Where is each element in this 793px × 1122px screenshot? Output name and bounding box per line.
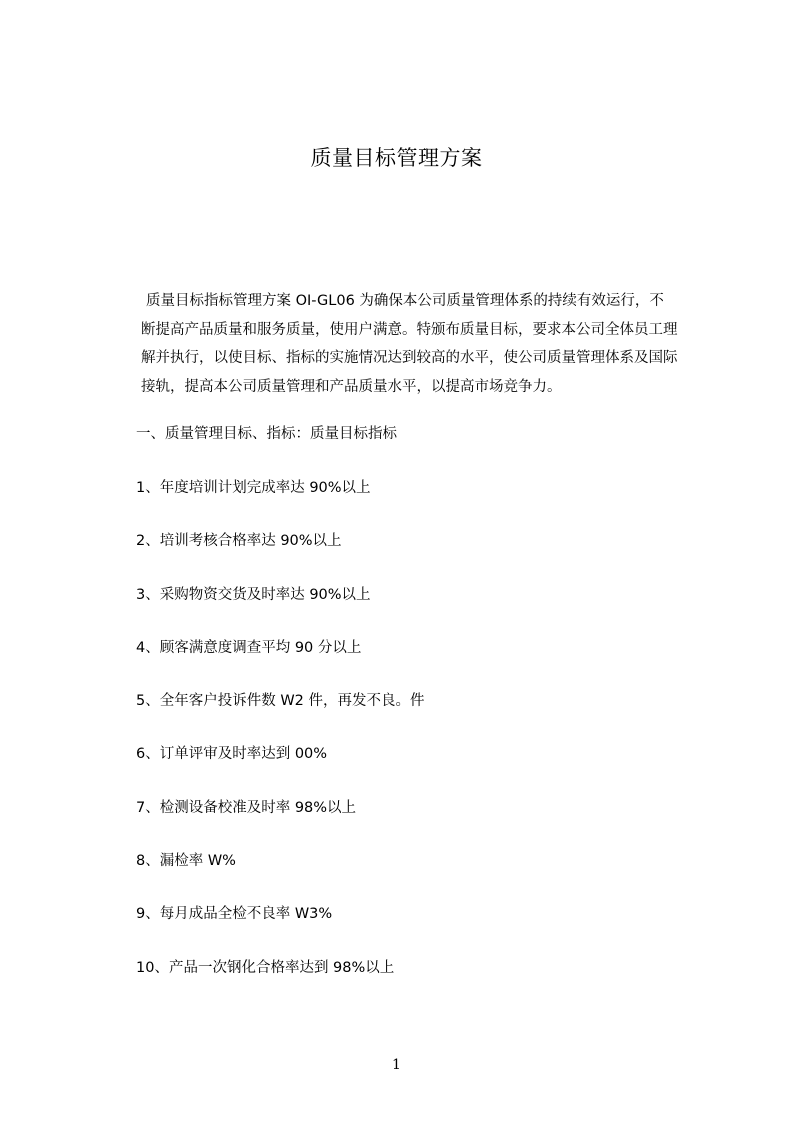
goal-item: 8、漏检率 W% <box>136 853 236 870</box>
goal-item: 2、培训考核合格率达 90%以上 <box>136 533 342 550</box>
goal-item: 5、全年客户投诉件数 W2 件，再发不良。件 <box>136 693 425 710</box>
goal-list <box>136 477 425 1010</box>
goal-item: 1、年度培训计划完成率达 90%以上 <box>136 480 371 496</box>
intro-line: 解并执行，以使目标、指标的实施情况达到较高的水平，使公司质量管理体系及国际 <box>141 350 678 366</box>
intro-paragraph <box>136 287 701 401</box>
goal-item: 9、每月成品全检不良率 W3% <box>136 906 333 923</box>
goal-item: 10、产品一次钢化合格率达到 98%以上 <box>136 959 395 976</box>
section-heading: 一、质量管理目标、指标：质量目标指标 <box>136 426 397 442</box>
goal-item: 7、检测设备校准及时率 98%以上 <box>136 799 357 816</box>
intro-line: 接轨，提高本公司质量管理和产品质量水平，以提高市场竞争力。 <box>141 378 562 395</box>
intro-line: 质量目标指标管理方案 OI-GL06 为确保本公司质量管理体系的持续有效运行，不 <box>146 293 664 309</box>
page-title: 质量目标管理方案 <box>310 146 483 170</box>
intro-line: 断提高产品质量和服务质量，使用户满意。特颁布质量目标，要求本公司全体员工理 <box>141 321 678 338</box>
goal-item: 3、采购物资交货及时率达 90%以上 <box>136 586 371 603</box>
goal-item: 4、顾客满意度调查平均 90 分以上 <box>136 639 362 656</box>
page-number: 1 <box>392 1057 401 1073</box>
goal-item: 6、订单评审及时率达到 00% <box>136 746 328 763</box>
